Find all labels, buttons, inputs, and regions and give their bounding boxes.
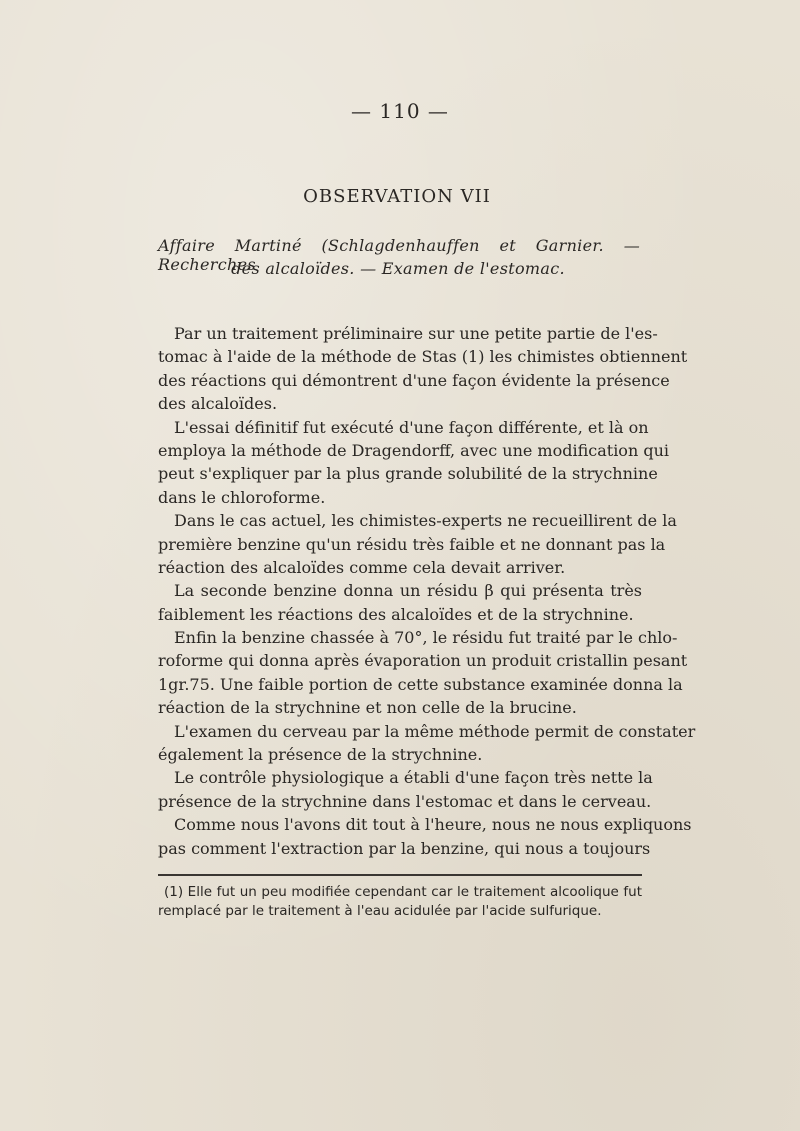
body-line: Par un traitement préliminaire sur une petite partie de l'es-: [174, 324, 658, 343]
footnote-line: remplacé par le traitement à l'eau acidulée par l'acide sulfurique.: [158, 903, 602, 919]
body-line: L'essai définitif fut exécuté d'une façon différente, et là on: [174, 417, 649, 437]
body-line: La seconde benzine donna un résidu β qui présenta très: [174, 581, 642, 601]
body-text: [158, 322, 696, 860]
body-line: faiblement les réactions des alcaloïdes et de la strychnine.: [158, 604, 634, 624]
body-line: Le contrôle physiologique a établi d'une façon très nette la: [174, 768, 653, 788]
observation-heading: OBSERVATION VII: [303, 186, 491, 207]
body-line: pas comment l'extraction par la benzine, qui nous a toujours: [158, 838, 651, 858]
body-line: roforme qui donna après évaporation un produit cristallin pesant: [158, 651, 688, 671]
body-line: présence de la strychnine dans l'estomac et dans le cerveau.: [158, 791, 652, 811]
body-line: peut s'expliquer par la plus grande solubilité de la strychnine: [158, 464, 658, 484]
body-line: tomac à l'aide de la méthode de Stas (1) les chimistes obtiennent: [158, 347, 688, 367]
body-line: Comme nous l'avons dit tout à l'heure, nous ne nous expliquons: [174, 815, 692, 835]
footnote-separator: [158, 874, 642, 876]
body-line: réaction des alcaloïdes comme cela devait arriver.: [158, 557, 566, 577]
footnote-line: (1) Elle fut un peu modifiée cependant car le traitement alcoolique fut: [164, 884, 642, 900]
body-line: Enfin la benzine chassée à 70°, le résidu fut traité par le chlo-: [174, 628, 678, 648]
body-line: des alcaloïdes.: [158, 394, 278, 414]
body-line: réaction de la strychnine et non celle de la brucine.: [158, 698, 577, 718]
body-line: Dans le cas actuel, les chimistes-experts ne recueillirent de la: [174, 511, 677, 531]
body-line: 1gr.75. Une faible portion de cette substance examinée donna la: [158, 674, 683, 694]
body-line: dans le chloroforme.: [158, 487, 326, 507]
footnote: [158, 883, 642, 921]
subtitle-line-1: Affaire Martiné (Schlagdenhauffen et Garnier. — Recherches: [158, 236, 640, 274]
body-line: L'examen du cerveau par la même méthode permit de constater: [174, 721, 696, 741]
page-number: — 110 —: [351, 99, 449, 123]
body-line: employa la méthode de Dragendorff, avec une modification qui: [158, 440, 669, 460]
body-line: des réactions qui démontrent d'une façon évidente la présence: [158, 370, 670, 390]
subtitle-line-2: des alcaloïdes. — Examen de l'estomac.: [231, 259, 565, 278]
body-line: également la présence de la strychnine.: [158, 745, 483, 765]
body-line: première benzine qu'un résidu très faible et ne donnant pas la: [158, 534, 666, 554]
